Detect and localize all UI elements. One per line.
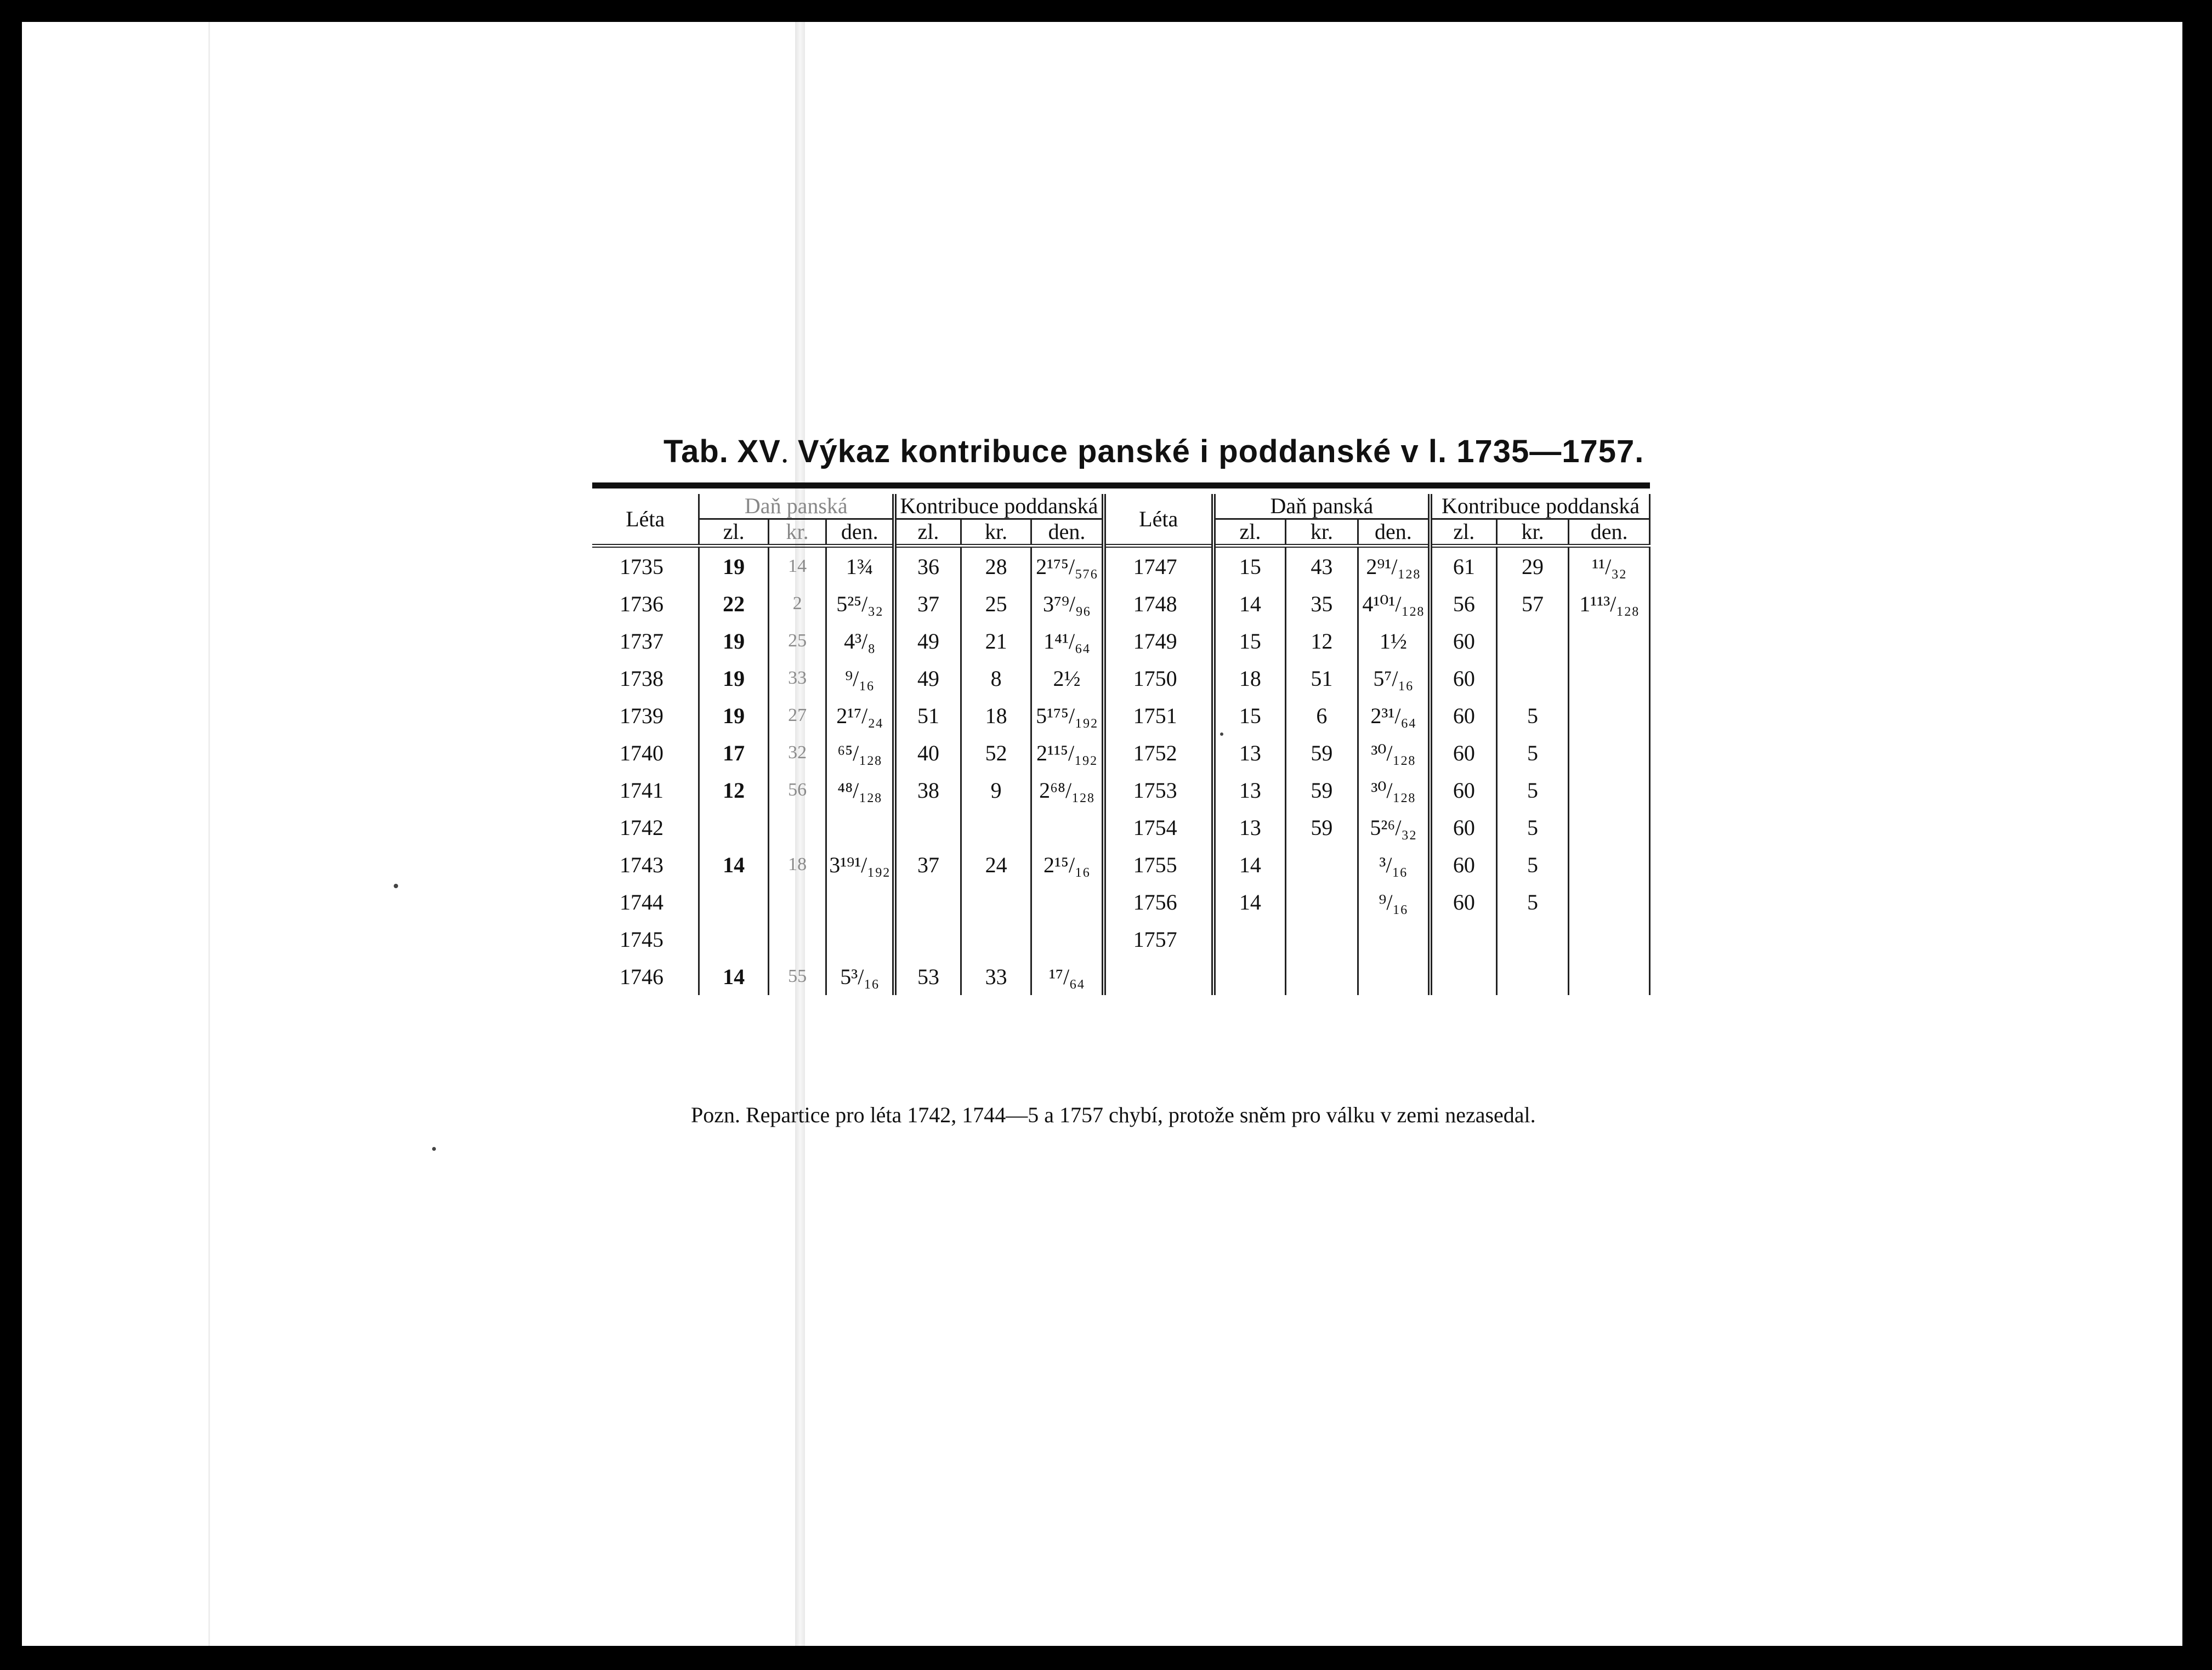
dan-kr-cell: 12 <box>1286 622 1358 660</box>
dan-kr-cell: 32 <box>768 734 826 771</box>
page-edge-left <box>208 22 210 1646</box>
dan-zl-cell: 19 <box>699 697 768 734</box>
year-cell: 1752 <box>1104 734 1213 771</box>
dan-kr-cell: 51 <box>1286 660 1358 697</box>
kontr-kr-cell: 5 <box>1496 809 1569 846</box>
dan-kr-cell: 59 <box>1286 771 1358 809</box>
kontr-kr-cell <box>961 883 1031 921</box>
kontr-den-cell <box>1569 660 1650 697</box>
kontr-zl-cell: 38 <box>894 771 961 809</box>
year-cell: 1736 <box>592 585 699 622</box>
dan-kr-cell: 14 <box>768 546 826 586</box>
dan-kr-cell: 35 <box>1286 585 1358 622</box>
dan-kr-cell <box>768 921 826 958</box>
header-den: den. <box>1031 519 1104 546</box>
kontr-zl-cell <box>894 809 961 846</box>
dan-zl-cell: 14 <box>699 958 768 995</box>
dan-zl-cell: 17 <box>699 734 768 771</box>
kontr-den-cell: 5¹⁷⁵/₁₉₂ <box>1031 697 1104 734</box>
kontr-zl-cell <box>1430 921 1496 958</box>
kontr-kr-cell: 5 <box>1496 846 1569 883</box>
title-number: XV <box>737 434 781 469</box>
dan-zl-cell: 14 <box>699 846 768 883</box>
dan-kr-cell <box>1286 846 1358 883</box>
dan-zl-cell: 15 <box>1213 697 1286 734</box>
dan-zl-cell <box>699 921 768 958</box>
dan-kr-cell: 25 <box>768 622 826 660</box>
dan-kr-cell: 59 <box>1286 809 1358 846</box>
kontr-zl-cell: 37 <box>894 846 961 883</box>
kontr-zl-cell: 36 <box>894 546 961 586</box>
kontr-kr-cell: 25 <box>961 585 1031 622</box>
kontr-kr-cell: 52 <box>961 734 1031 771</box>
year-cell: 1743 <box>592 846 699 883</box>
kontr-zl-cell: 60 <box>1430 809 1496 846</box>
kontr-den-cell <box>1031 883 1104 921</box>
kontr-zl-cell: 60 <box>1430 697 1496 734</box>
kontr-den-cell <box>1031 809 1104 846</box>
kontr-zl-cell: 53 <box>894 958 961 995</box>
dan-den-cell: 5²⁵/₃₂ <box>826 585 894 622</box>
year-cell: 1739 <box>592 697 699 734</box>
kontr-kr-cell: 21 <box>961 622 1031 660</box>
kontr-kr-cell: 9 <box>961 771 1031 809</box>
dan-den-cell <box>826 809 894 846</box>
dan-zl-cell: 14 <box>1213 846 1286 883</box>
dan-den-cell: 1½ <box>1358 622 1430 660</box>
year-cell: 1735 <box>592 546 699 586</box>
dan-den-cell: 2¹⁷/₂₄ <box>826 697 894 734</box>
kontr-kr-cell: 5 <box>1496 883 1569 921</box>
dan-den-cell <box>1358 921 1430 958</box>
year-cell: 1756 <box>1104 883 1213 921</box>
table-row <box>592 585 1650 622</box>
dan-zl-cell: 14 <box>1213 585 1286 622</box>
header-zl: zl. <box>699 519 768 546</box>
dan-den-cell: 3¹⁹¹/₁₉₂ <box>826 846 894 883</box>
kontr-den-cell <box>1569 771 1650 809</box>
kontr-zl-cell <box>1430 958 1496 995</box>
dan-den-cell <box>826 921 894 958</box>
kontr-den-cell <box>1569 883 1650 921</box>
header-kontribuce-left: Kontribuce poddanská <box>894 494 1103 519</box>
year-cell: 1738 <box>592 660 699 697</box>
footnote <box>691 1102 1536 1128</box>
dan-kr-cell <box>1286 883 1358 921</box>
year-cell: 1748 <box>1104 585 1213 622</box>
kontr-kr-cell: 28 <box>961 546 1031 586</box>
table-row <box>592 921 1650 958</box>
table-row <box>592 958 1650 995</box>
dan-den-cell: 5²⁶/₃₂ <box>1358 809 1430 846</box>
kontr-den-cell <box>1569 734 1650 771</box>
kontr-den-cell <box>1569 921 1650 958</box>
header-den: den. <box>1569 519 1650 546</box>
dan-kr-cell: 18 <box>768 846 826 883</box>
kontr-zl-cell: 61 <box>1430 546 1496 586</box>
table-title: Tab. XV. Výkaz kontribuce panské i poddanské v l. 1735—1757. <box>663 434 1644 469</box>
kontr-den-cell: ¹⁷/₆₄ <box>1031 958 1104 995</box>
header-den: den. <box>1358 519 1430 546</box>
kontr-zl-cell: 60 <box>1430 734 1496 771</box>
dan-zl-cell: 15 <box>1213 546 1286 586</box>
dan-den-cell: 4³/₈ <box>826 622 894 660</box>
year-cell: 1749 <box>1104 622 1213 660</box>
kontr-den-cell: 2⁶⁸/₁₂₈ <box>1031 771 1104 809</box>
dan-kr-cell: 33 <box>768 660 826 697</box>
year-cell: 1751 <box>1104 697 1213 734</box>
kontr-den-cell: 2¹⁷⁵/₅₇₆ <box>1031 546 1104 586</box>
dan-den-cell: ⁹/₁₆ <box>826 660 894 697</box>
dan-zl-cell <box>1213 958 1286 995</box>
dan-den-cell: 1¾ <box>826 546 894 586</box>
kontr-den-cell <box>1031 921 1104 958</box>
year-cell: 1744 <box>592 883 699 921</box>
year-cell: 1746 <box>592 958 699 995</box>
dan-zl-cell: 19 <box>699 660 768 697</box>
dan-den-cell <box>826 883 894 921</box>
table-row <box>592 734 1650 771</box>
dan-zl-cell: 19 <box>699 546 768 586</box>
kontr-zl-cell: 60 <box>1430 660 1496 697</box>
dan-den-cell: ³/₁₆ <box>1358 846 1430 883</box>
header-kr: kr. <box>961 519 1031 546</box>
header-den: den. <box>826 519 894 546</box>
kontr-den-cell: 2¹¹⁵/₁₉₂ <box>1031 734 1104 771</box>
dan-zl-cell <box>699 809 768 846</box>
kontr-kr-cell: 24 <box>961 846 1031 883</box>
dan-zl-cell: 15 <box>1213 622 1286 660</box>
header-leta-right: Léta <box>1104 494 1213 546</box>
kontr-den-cell: 1⁴¹/₆₄ <box>1031 622 1104 660</box>
kontr-den-cell <box>1569 697 1650 734</box>
header-leta-left: Léta <box>592 494 699 546</box>
title-text: Výkaz kontribuce panské i poddanské v l. 1735—1757. <box>797 434 1644 469</box>
kontr-zl-cell: 60 <box>1430 622 1496 660</box>
contribution-table <box>592 482 1651 995</box>
table-row <box>592 883 1650 921</box>
dan-zl-cell: 14 <box>1213 883 1286 921</box>
kontr-den-cell <box>1569 622 1650 660</box>
title-tab: Tab. <box>663 434 729 469</box>
year-cell: 1745 <box>592 921 699 958</box>
dan-den-cell: 5⁷/₁₆ <box>1358 660 1430 697</box>
dan-kr-cell <box>1286 921 1358 958</box>
kontr-zl-cell: 56 <box>1430 585 1496 622</box>
kontr-zl-cell: 40 <box>894 734 961 771</box>
table-row <box>592 622 1650 660</box>
footnote-text: Repartice pro léta 1742, 1744—5 a 1757 chybí, protože sněm pro válku v zemi nezasedal. <box>746 1103 1536 1127</box>
dan-kr-cell <box>1286 958 1358 995</box>
dan-zl-cell: 22 <box>699 585 768 622</box>
kontr-zl-cell: 49 <box>894 660 961 697</box>
kontr-zl-cell: 51 <box>894 697 961 734</box>
dan-kr-cell: 55 <box>768 958 826 995</box>
dan-kr-cell: 2 <box>768 585 826 622</box>
header-kr: kr. <box>1496 519 1569 546</box>
dan-kr-cell: 56 <box>768 771 826 809</box>
dan-den-cell: ³⁰/₁₂₈ <box>1358 771 1430 809</box>
dust-speck <box>394 884 398 888</box>
kontr-den-cell <box>1569 958 1650 995</box>
table-row <box>592 809 1650 846</box>
kontr-zl-cell: 60 <box>1430 846 1496 883</box>
header-dan-right: Daň panská <box>1213 494 1430 519</box>
header-kr: kr. <box>768 519 826 546</box>
dan-den-cell: ⁴⁸/₁₂₈ <box>826 771 894 809</box>
dan-zl-cell <box>1213 921 1286 958</box>
kontr-den-cell: 2¹⁵/₁₆ <box>1031 846 1104 883</box>
kontr-kr-cell: 33 <box>961 958 1031 995</box>
dan-kr-cell: 27 <box>768 697 826 734</box>
dan-zl-cell: 12 <box>699 771 768 809</box>
header-kr: kr. <box>1286 519 1358 546</box>
kontr-kr-cell <box>1496 660 1569 697</box>
kontr-kr-cell <box>961 809 1031 846</box>
kontr-zl-cell: 60 <box>1430 771 1496 809</box>
header-dan-left: Daň panská <box>699 494 894 519</box>
kontr-kr-cell <box>1496 921 1569 958</box>
dan-zl-cell: 13 <box>1213 734 1286 771</box>
table-row <box>592 697 1650 734</box>
kontr-kr-cell: 5 <box>1496 734 1569 771</box>
dust-speck <box>432 1147 436 1151</box>
header-zl: zl. <box>1430 519 1496 546</box>
dan-kr-cell: 6 <box>1286 697 1358 734</box>
footnote-lead: Pozn. <box>691 1103 740 1127</box>
dan-den-cell: 2⁹¹/₁₂₈ <box>1358 546 1430 586</box>
kontr-zl-cell: 60 <box>1430 883 1496 921</box>
table-row <box>592 546 1650 586</box>
dan-den-cell: 4¹⁰¹/₁₂₈ <box>1358 585 1430 622</box>
header-zl: zl. <box>1213 519 1286 546</box>
kontr-kr-cell: 8 <box>961 660 1031 697</box>
kontr-den-cell <box>1569 846 1650 883</box>
year-cell: 1740 <box>592 734 699 771</box>
dan-den-cell: 2³¹/₆₄ <box>1358 697 1430 734</box>
year-cell: 1747 <box>1104 546 1213 586</box>
kontr-zl-cell: 49 <box>894 622 961 660</box>
kontr-kr-cell: 29 <box>1496 546 1569 586</box>
dan-kr-cell: 43 <box>1286 546 1358 586</box>
kontr-den-cell: 3⁷⁹/₉₆ <box>1031 585 1104 622</box>
dan-kr-cell: 59 <box>1286 734 1358 771</box>
year-cell: 1737 <box>592 622 699 660</box>
kontr-kr-cell: 57 <box>1496 585 1569 622</box>
dan-zl-cell: 13 <box>1213 809 1286 846</box>
year-cell: 1757 <box>1104 921 1213 958</box>
table-row <box>592 771 1650 809</box>
year-cell: 1742 <box>592 809 699 846</box>
kontr-den-cell: ¹¹/₃₂ <box>1569 546 1650 586</box>
kontr-zl-cell <box>894 921 961 958</box>
dan-den-cell: ⁶⁵/₁₂₈ <box>826 734 894 771</box>
dan-kr-cell <box>768 809 826 846</box>
header-zl: zl. <box>894 519 961 546</box>
kontr-kr-cell <box>1496 622 1569 660</box>
kontr-zl-cell <box>894 883 961 921</box>
header-kontribuce-right: Kontribuce poddanská <box>1430 494 1650 519</box>
year-cell <box>1104 958 1213 995</box>
dan-den-cell <box>1358 958 1430 995</box>
dan-den-cell: ³⁰/₁₂₈ <box>1358 734 1430 771</box>
dan-zl-cell: 13 <box>1213 771 1286 809</box>
kontr-kr-cell <box>961 921 1031 958</box>
dan-zl-cell <box>699 883 768 921</box>
kontr-den-cell: 1¹¹³/₁₂₈ <box>1569 585 1650 622</box>
kontr-zl-cell: 37 <box>894 585 961 622</box>
dan-kr-cell <box>768 883 826 921</box>
kontr-kr-cell: 5 <box>1496 771 1569 809</box>
year-cell: 1741 <box>592 771 699 809</box>
year-cell: 1753 <box>1104 771 1213 809</box>
kontr-kr-cell <box>1496 958 1569 995</box>
dan-den-cell: ⁹/₁₆ <box>1358 883 1430 921</box>
year-cell: 1750 <box>1104 660 1213 697</box>
year-cell: 1754 <box>1104 809 1213 846</box>
kontr-kr-cell: 18 <box>961 697 1031 734</box>
kontr-den-cell: 2½ <box>1031 660 1104 697</box>
dan-zl-cell: 19 <box>699 622 768 660</box>
table-row <box>592 846 1650 883</box>
year-cell: 1755 <box>1104 846 1213 883</box>
table-row <box>592 660 1650 697</box>
kontr-kr-cell: 5 <box>1496 697 1569 734</box>
dan-den-cell: 5³/₁₆ <box>826 958 894 995</box>
dan-zl-cell: 18 <box>1213 660 1286 697</box>
kontr-den-cell <box>1569 809 1650 846</box>
